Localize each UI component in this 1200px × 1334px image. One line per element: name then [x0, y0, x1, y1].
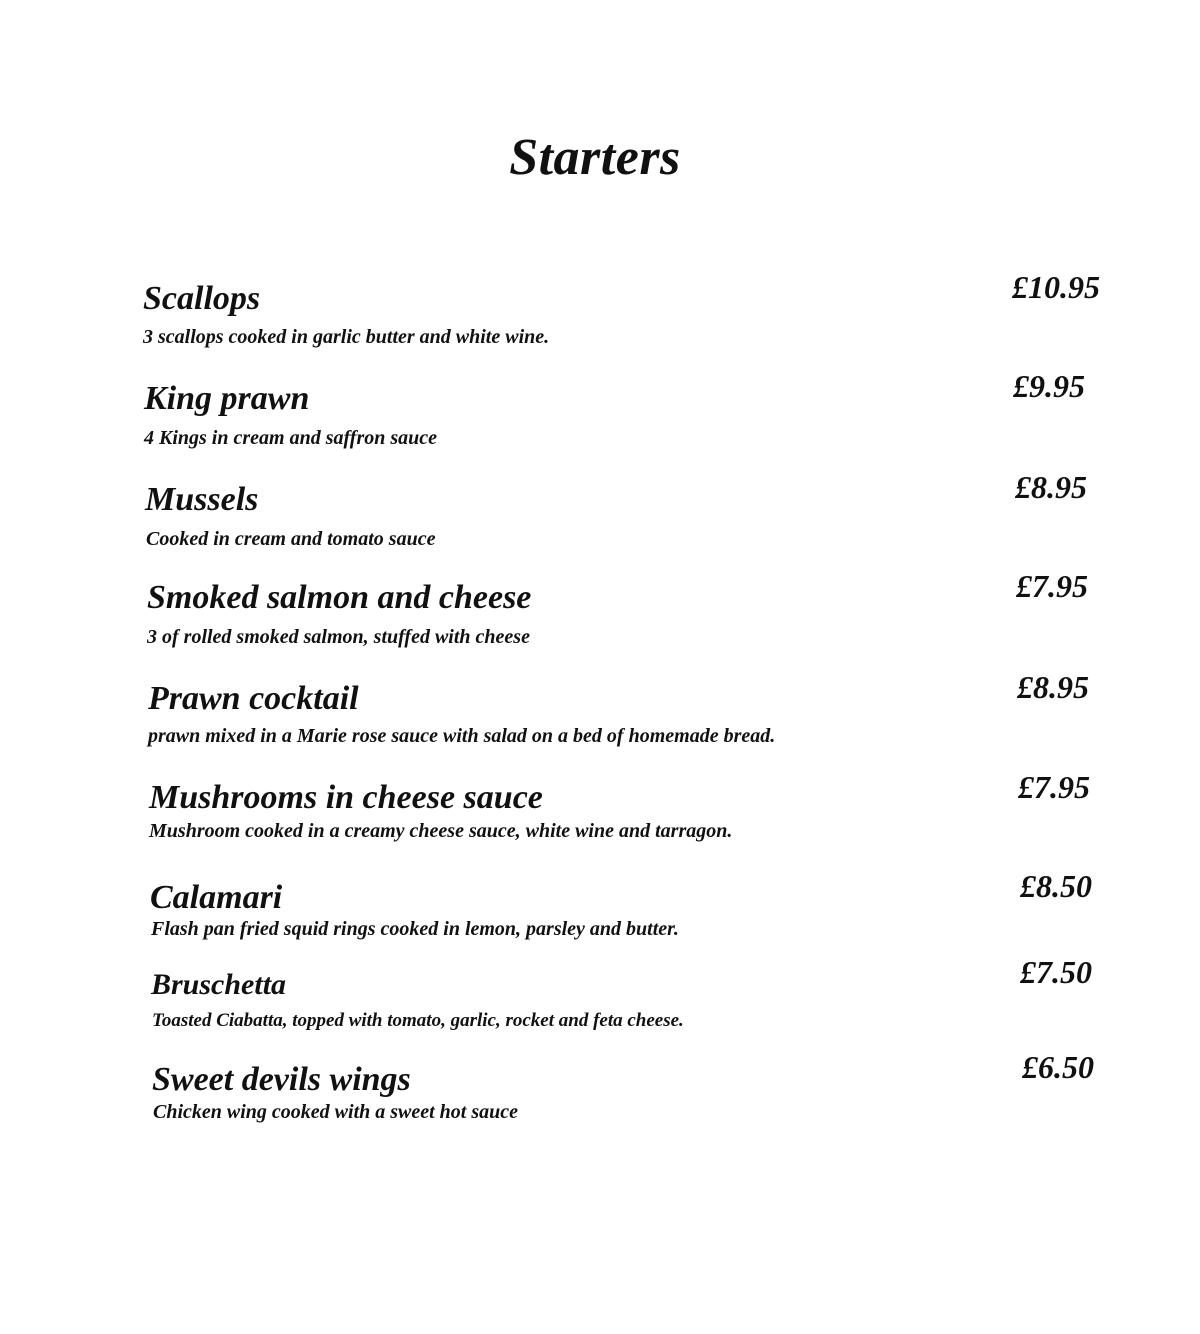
item-name: Sweet devils wings [152, 1061, 411, 1098]
item-name: Scallops [143, 280, 261, 317]
item-price: £7.95 [1018, 769, 1090, 805]
item-price: £9.95 [1013, 368, 1085, 404]
item-description: 3 of rolled smoked salmon, stuffed with cheese [147, 626, 530, 648]
item-price: £8.95 [1017, 669, 1089, 705]
item-name: King prawn [144, 380, 310, 417]
item-description: Toasted Ciabatta, topped with tomato, garlic, rocket and feta cheese. [152, 1010, 684, 1031]
menu-title: Starters [509, 129, 681, 186]
item-description: Mushroom cooked in a creamy cheese sauce, white wine and tarragon. [149, 820, 733, 842]
item-description: Cooked in cream and tomato sauce [146, 528, 436, 550]
item-name: Mussels [145, 481, 259, 518]
item-price: £8.50 [1020, 868, 1092, 904]
item-description: Chicken wing cooked with a sweet hot sauce [153, 1101, 519, 1123]
item-name: Bruschetta [151, 968, 287, 1001]
item-name: Mushrooms in cheese sauce [149, 779, 543, 816]
item-name: Calamari [150, 879, 283, 916]
item-price: £7.95 [1016, 568, 1088, 604]
item-price: £6.50 [1022, 1049, 1094, 1085]
item-name: Prawn cocktail [148, 680, 359, 717]
item-name: Smoked salmon and cheese [147, 579, 532, 616]
item-description: Flash pan fried squid rings cooked in lemon, parsley and butter. [151, 918, 679, 940]
item-description: prawn mixed in a Marie rose sauce with salad on a bed of homemade bread. [148, 725, 776, 747]
item-description: 4 Kings in cream and saffron sauce [144, 427, 438, 449]
item-price: £8.95 [1015, 469, 1087, 505]
item-description: 3 scallops cooked in garlic butter and white wine. [143, 326, 550, 348]
item-price: £7.50 [1020, 954, 1092, 990]
item-price: £10.95 [1012, 269, 1100, 305]
